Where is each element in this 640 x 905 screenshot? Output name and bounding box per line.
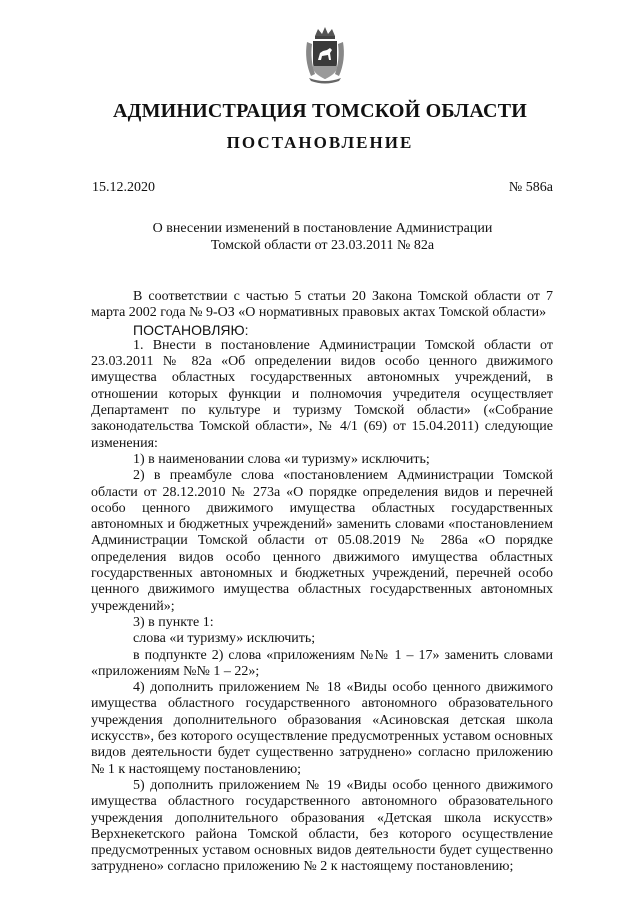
document-date: 15.12.2020: [92, 180, 155, 195]
paragraph-resolve: ПОСТАНОВЛЯЮ:: [133, 321, 249, 338]
paragraph-2: 1) в наименовании слова «и туризму» исключить;: [133, 451, 430, 467]
paragraph-7: 4) дополнить приложением № 18 «Виды особо ценного движимого имущества областного государственного автономного образовательного учреждения дополнительного образования «Асиновская детская школа искусств», без которого осуществление предусмотренных уставом основных видов деятельности будет существенно затруднено» согласно приложению № 1 к настоящему постановлению;: [91, 680, 553, 777]
document-subject: [92, 220, 553, 254]
paragraph-6: в подпункте 2) слова «приложениям №№ 1 – 17» заменить словами «приложениям №№ 1 – 22»;: [91, 647, 553, 679]
document-number: № 586а: [508, 180, 553, 195]
paragraph-5: слова «и туризму» исключить;: [133, 631, 316, 647]
subject-line-1: О внесении изменений в постановление Администрации: [152, 221, 493, 236]
paragraph-intro: В соответствии с частью 5 статьи 20 Закона Томской области от 7 марта 2002 года № 9-ОЗ «О нормативных правовых актах Томской области»: [91, 289, 553, 321]
paragraph-3: 2) в преамбуле слова «постановлением Администрации Томской области от 28.12.2010 № 273а «О порядке определения видов и перечней особо ценного движимого имущества областных государственных автономных и бюджетных учреждений» заменить словами «постановлением Администрации Томской области от 05.08.2019 № 286а «О порядке определения видов особо ценного движимого имущества областных государственных автономных и бюджетных учреждений, перечней особо ценного движимого имущества областных государственных автономных учреждений»;: [91, 468, 553, 614]
organization-title: АДМИНИСТРАЦИЯ ТОМСКОЙ ОБЛАСТИ: [112, 100, 528, 122]
document-body: [91, 289, 553, 876]
document-type: ПОСТАНОВЛЕНИЕ: [226, 133, 414, 152]
subject-line-2: Томской области от 23.03.2011 № 82а: [210, 238, 435, 253]
paragraph-1: 1. Внести в постановление Администрации Томской области от 23.03.2011 № 82а «Об определении видов особо ценного движимого имущества областных государственных автономных учреждений, в отношении которых функции и полномочия учредителя осуществляет Департамент по культуре и туризму Томской области» («Собрание законодательства Томской области», № 4/1 (69) от 15.04.2011) следующие изменения:: [91, 337, 553, 451]
coat-of-arms-icon: [303, 26, 347, 84]
paragraph-8: 5) дополнить приложением № 19 «Виды особо ценного движимого имущества областного государственного автономного образовательного учреждения дополнительного образования «Детская школа искусств» Верхнекетского района Томской области, без которого осуществление предусмотренных уставом основных видов деятельности будет существенно затруднено» согласно приложению № 2 к настоящему постановлению;: [91, 777, 553, 875]
paragraph-4: 3) в пункте 1:: [133, 614, 214, 630]
